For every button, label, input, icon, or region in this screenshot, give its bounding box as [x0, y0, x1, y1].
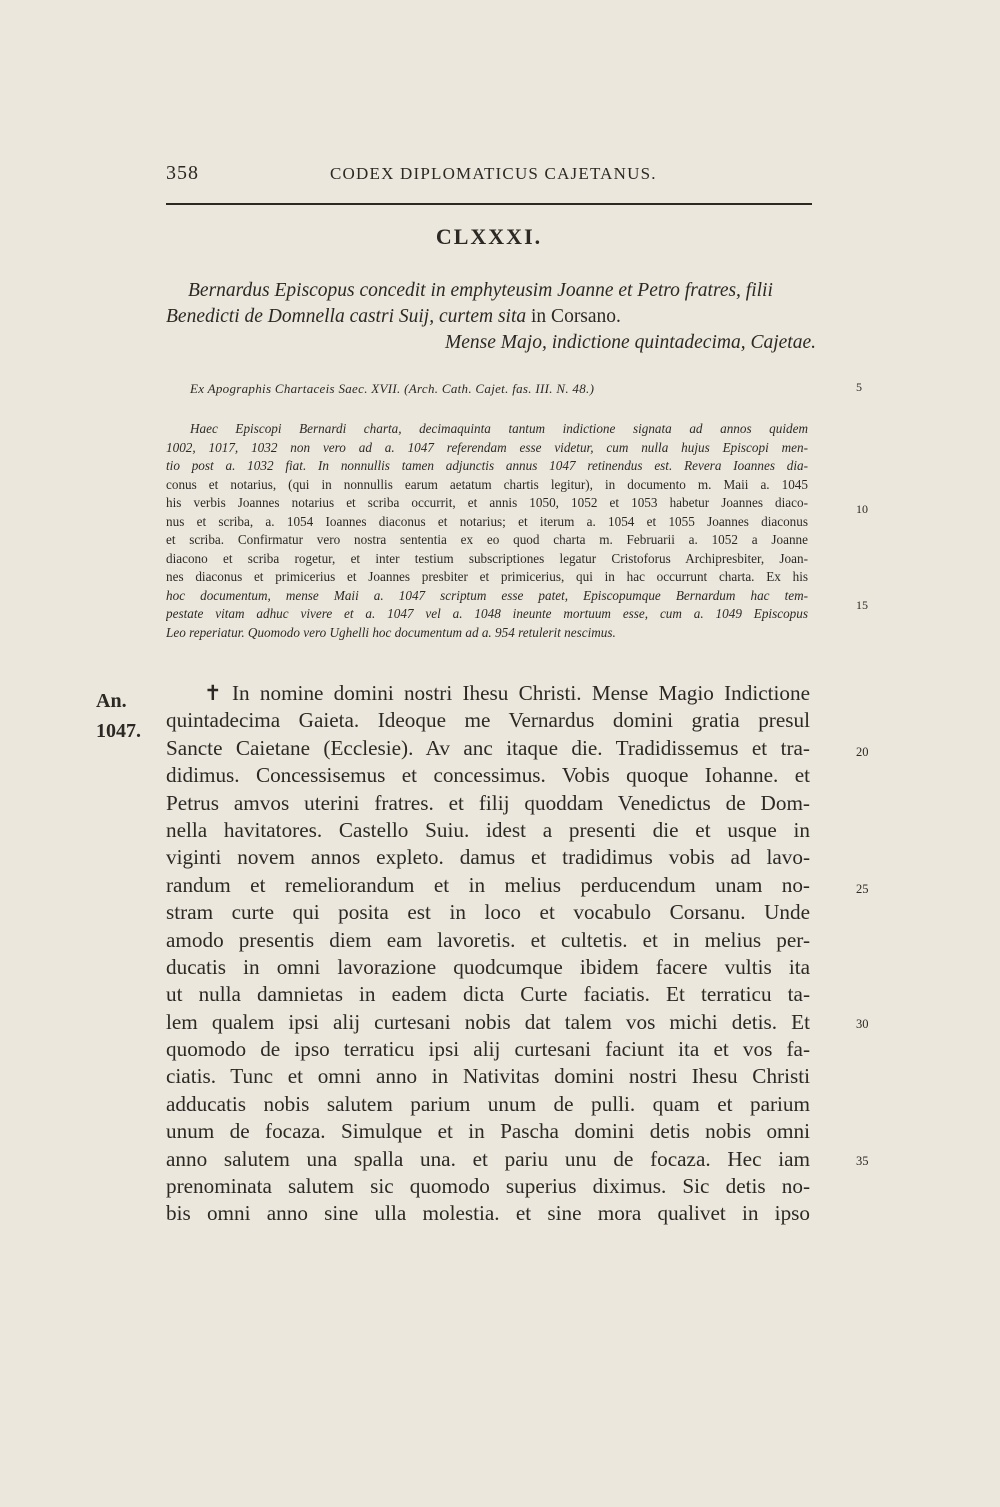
- charter-line: anno salutem una spalla una. et pariu unu de focaza. Hec iam: [166, 1146, 810, 1171]
- commentary: [166, 420, 808, 642]
- charter-line: unum de focaza. Simulque et in Pascha domini detis nobis omni: [166, 1119, 810, 1144]
- commentary-line: 1002, 1017, 1032 non vero ad a. 1047 referendam esse videtur, cum nulla hujus Episcopi men-: [166, 439, 808, 455]
- commentary-line: diacono et scriba rogetur, et inter testium subscriptiones legatur Cristoforus Archipresbiter, Joan-: [166, 550, 808, 566]
- line-number-25: 25: [856, 882, 869, 896]
- charter-line: lem qualem ipsi alij curtesani nobis dat talem vos michi detis. Et: [166, 1009, 810, 1034]
- year-margin-label: [96, 686, 141, 746]
- charter-line: quomodo de ipso terraticu ipsi alij curtesani faciunt ita et vos fa-: [166, 1037, 810, 1062]
- year-label-year: 1047.: [96, 720, 141, 742]
- commentary-line: Leo reperiatur. Quomodo vero Ughelli hoc documentum ad a. 954 retulerit nescimus.: [166, 624, 616, 640]
- charter-text: [166, 680, 810, 1228]
- charter-line: ✝ In nomine domini nostri Ihesu Christi. Mense Magio Indictione: [204, 681, 810, 705]
- line-number-15: 15: [856, 598, 868, 612]
- line-number-20: 20: [856, 745, 869, 759]
- charter-line: nella havitatores. Castello Suiu. idest a presenti die et usque in: [166, 817, 810, 842]
- charter-line: stram curte qui posita est in loco et vocabulo Corsanu. Unde: [166, 900, 810, 925]
- line-number-5: 5: [856, 380, 862, 394]
- header-rule: [166, 203, 812, 205]
- charter-line: didimus. Concessisemus et concessimus. Vobis quoque Iohanne. et: [166, 763, 810, 788]
- commentary-line: nus et scriba, a. 1054 Ioannes diaconus et notarius; et iterum a. 1054 et 1055 Joannes diaconus: [166, 513, 808, 529]
- charter-line: prenominata salutem sic quomodo superius diximus. Sic detis no-: [166, 1174, 810, 1199]
- commentary-line: nes diaconus et primicerius et Joannes presbiter et primicerius, qui in hac occurrunt charta. Ex his: [166, 569, 808, 584]
- year-label-an: An.: [96, 690, 127, 712]
- page-number: 358: [166, 162, 199, 184]
- charter-line: amodo presentis diem eam lavoretis. et cultetis. et in melius per-: [166, 927, 810, 952]
- charter-line: quintadecima Gaieta. Ideoque me Vernardus domini gratia presul: [166, 708, 810, 733]
- charter-line: bis omni anno sine ulla molestia. et sine mora qualivet in ipso: [166, 1201, 810, 1226]
- regest-line-1: Bernardus Episcopus concedit in emphyteusim Joanne et Petro fratres, filii: [188, 280, 773, 301]
- charter-line: Sancte Caietane (Ecclesie). Av anc itaque die. Tradidissemus et tra-: [166, 735, 810, 760]
- charter-line: randum et remeliorandum et in melius perducendum unam no-: [166, 872, 810, 897]
- regest-line-2-roman: in Corsano.: [526, 306, 621, 327]
- charter-line: ut nulla damnietas in eadem dicta Curte faciatis. Et terraticu ta-: [166, 982, 810, 1007]
- charter-line: Petrus amvos uterini fratres. et filij quoddam Venedictus de Dom-: [166, 790, 810, 815]
- charter-line: ciatis. Tunc et omni anno in Nativitas domini nostri Ihesu Christi: [166, 1064, 810, 1089]
- charter-line: adducatis nobis salutem parium unum de pulli. quam et parium: [166, 1091, 810, 1116]
- document-number: CLXXXI.: [435, 224, 543, 249]
- commentary-line: hoc documentum, mense Maii a. 1047 scriptum esse patet, Episcopumque Bernardum hac tem-: [166, 587, 808, 603]
- regest: [166, 278, 826, 356]
- running-head: [166, 162, 812, 192]
- commentary-line: conus et notarius, (qui in nonnullis earum aetatum chartis legitur), in documento m. Maii a. 1045: [166, 476, 808, 492]
- line-number-30: 30: [856, 1017, 869, 1031]
- charter-line: viginti novem annos expleto. damus et tradidimus vobis ad lavo-: [166, 845, 810, 870]
- commentary-line: his verbis Joannes notarius et scriba occurrit, et annis 1050, 1052 et 1053 habetur Joannes diaco-: [166, 495, 808, 510]
- charter-line: ducatis in omni lavorazione quodcumque ibidem facere vultis ita: [166, 954, 810, 979]
- regest-line-2-italic: Benedicti de Domnella castri Suij, curtem sita: [166, 306, 527, 327]
- line-number-10: 10: [856, 502, 868, 516]
- commentary-line: Haec Episcopi Bernardi charta, decimaquinta tantum indictione signata ad annos quidem: [190, 421, 808, 436]
- commentary-line: pestate vitam adhuc vivere et a. 1047 vel a. 1048 ineunte mortuum esse, cum a. 1049 Episcopus: [166, 606, 808, 621]
- line-number-35: 35: [856, 1154, 869, 1168]
- commentary-line: tio post a. 1032 fiat. In nonnullis tamen adjunctis annus 1047 retinendus est. Revera Ioannes dia-: [166, 458, 808, 473]
- regest-line-2: [166, 304, 826, 330]
- commentary-line: et scriba. Confirmatur vero nostra sententia ex eo quod charta m. Februarii a. 1052 a Joanne: [166, 532, 808, 547]
- source-note: Ex Apographis Chartaceis Saec. XVII. (Arch. Cath. Cajet. fas. III. N. 48.): [190, 381, 595, 396]
- regest-date-line: Mense Majo, indictione quintadecima, Cajetae.: [445, 332, 816, 353]
- running-title: CODEX DIPLOMATICUS CAJETANUS.: [330, 164, 657, 183]
